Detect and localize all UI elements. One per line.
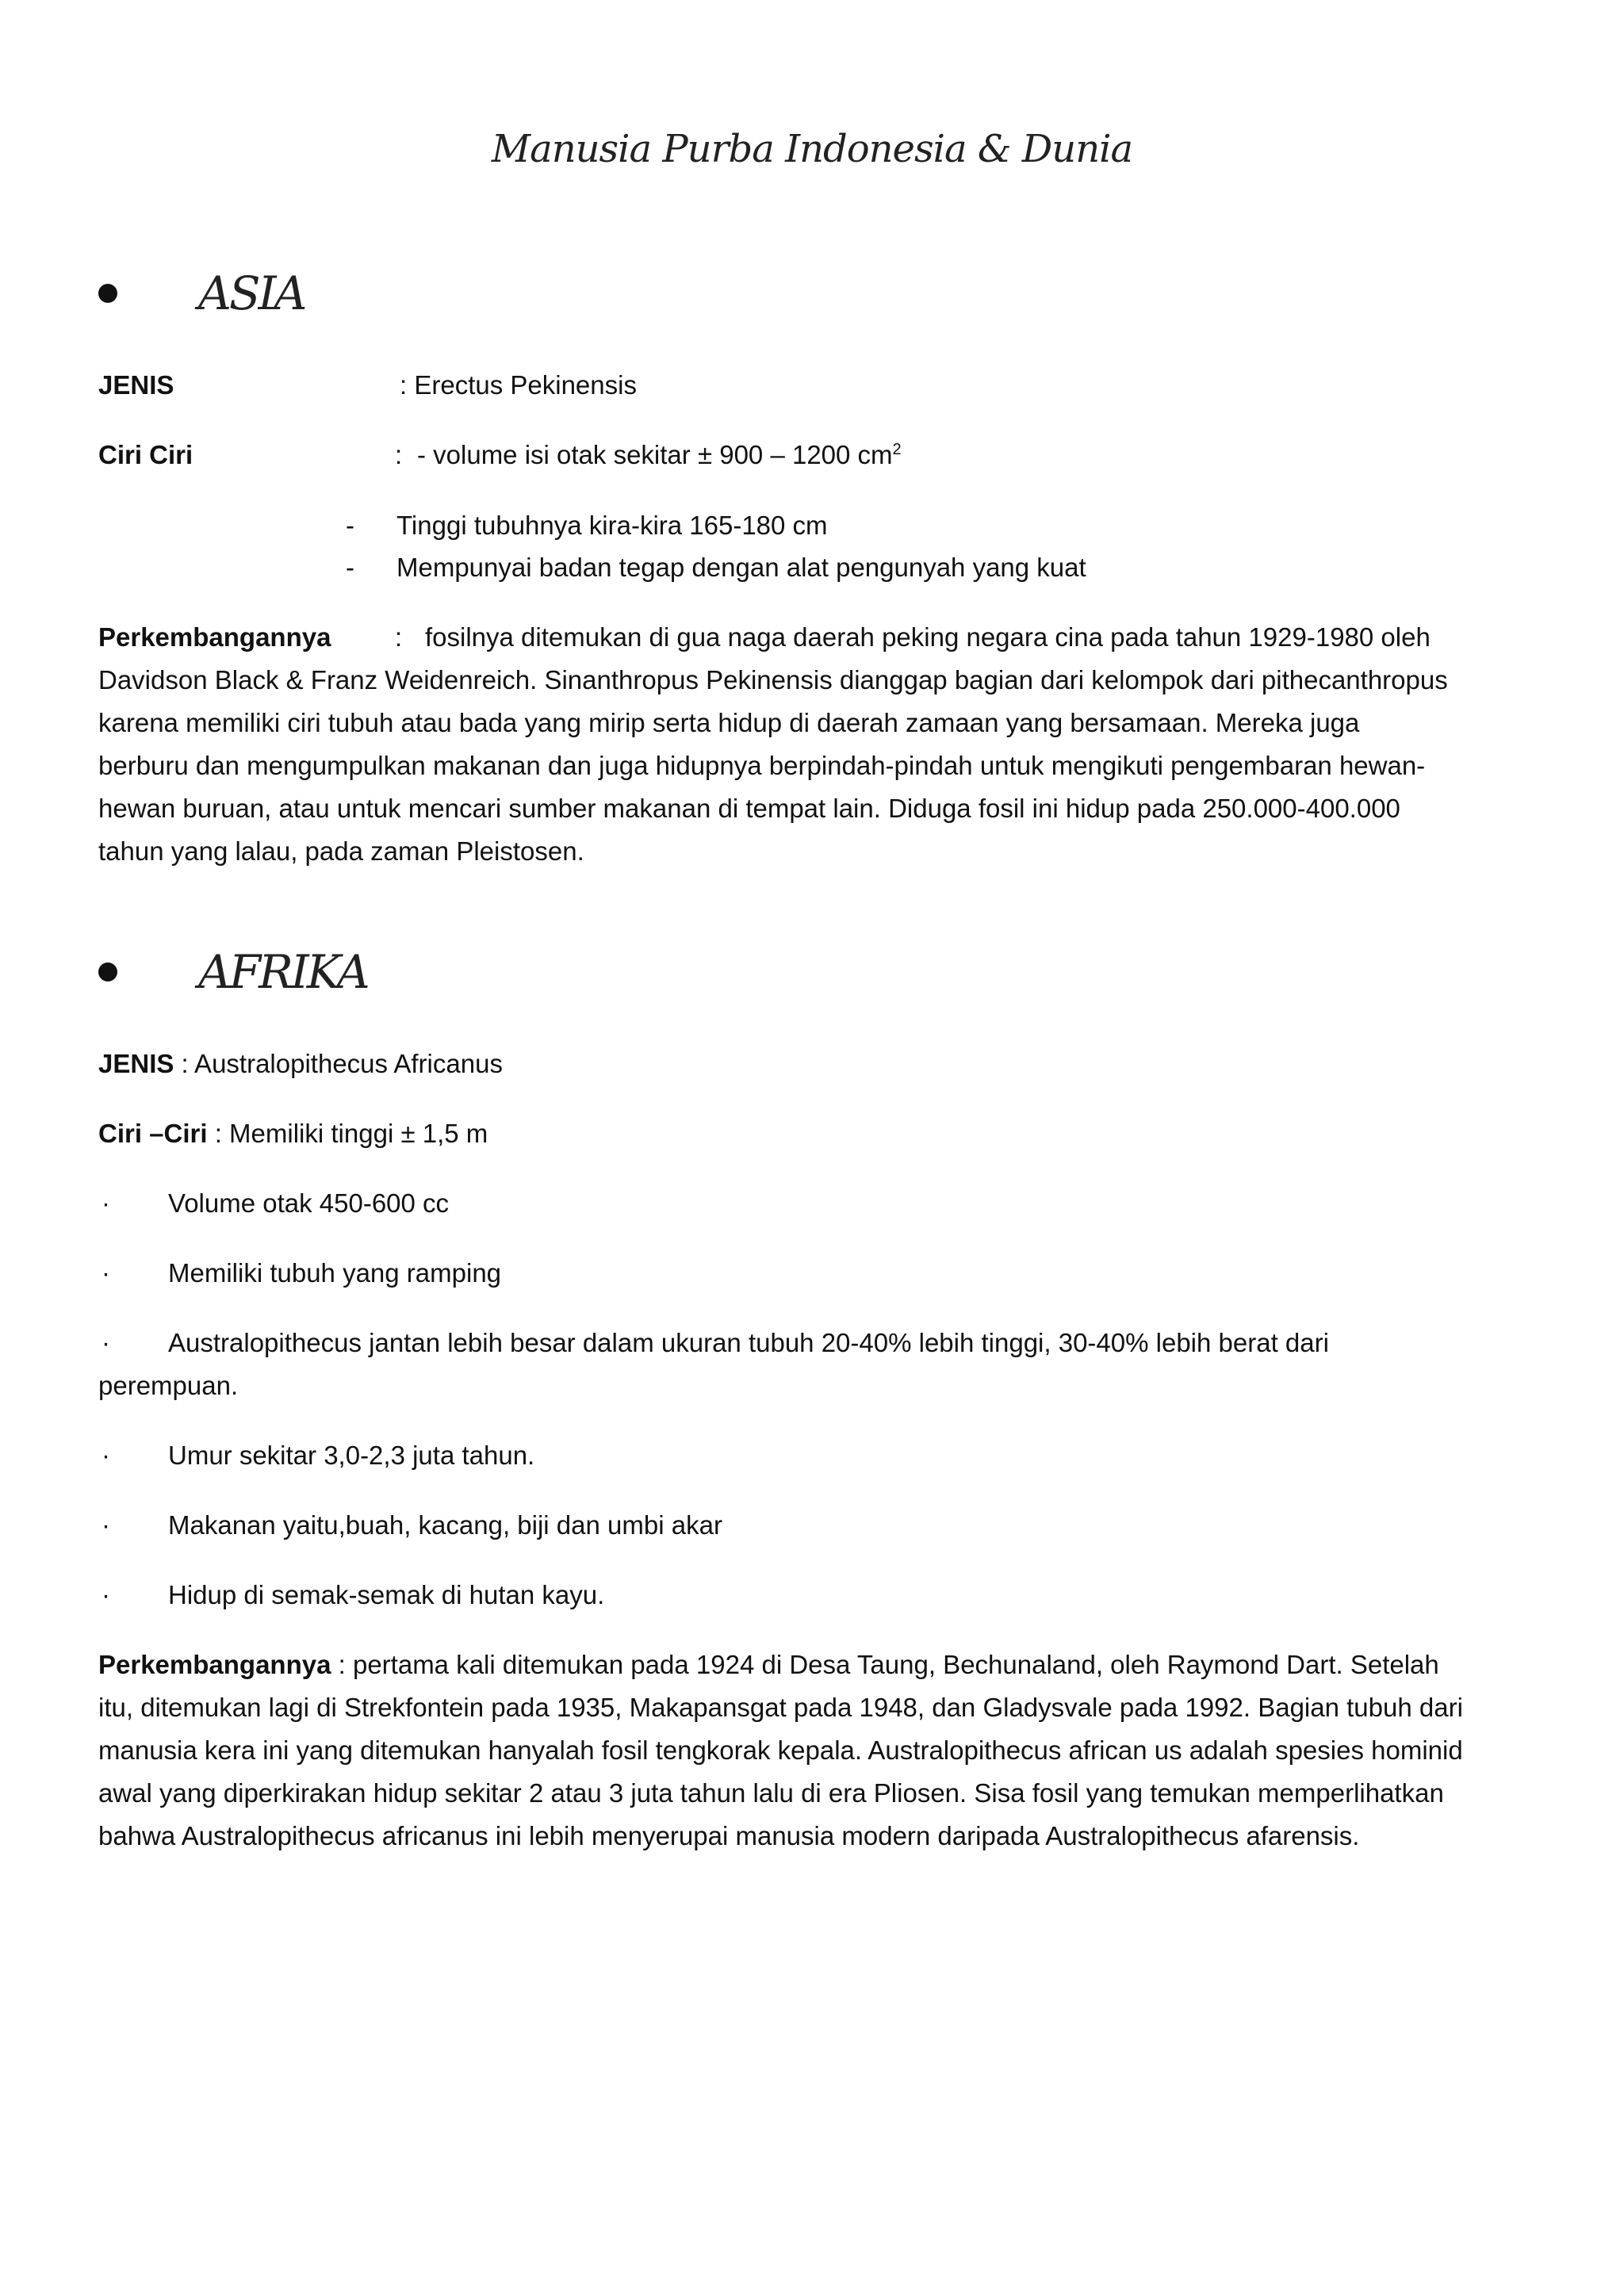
asia-perkembangan-line: fosilnya ditemukan di gua naga daerah peking negara cina pada tahun 1929-1980 oleh [425,622,1431,652]
middle-dot-icon: · [102,1258,110,1288]
afrika-perkembangan-line: bahwa Australopithecus africanus ini lebih menyerupai manusia modern daripada Australopithecus afarensis. [98,1821,1360,1850]
afrika-bullet-item: Hidup di semak-semak di hutan kayu. [168,1580,605,1609]
heading-afrika: AFRIKA [198,945,368,999]
asia-dash-item: Mempunyai badan tegap dengan alat pengunyah yang kuat [396,553,1086,582]
asia-perkembangan-line: karena memiliki ciri tubuh atau bada yang mirip serta hidup di daerah zamaan yang bersamaan. Mereka juga [98,708,1360,737]
afrika-jenis [98,1048,503,1080]
bullet-dot-icon [98,962,117,982]
asia-ciri-sup: 2 [892,441,902,458]
section-heading-afrika [98,940,368,1004]
asia-jenis-value: : Erectus Pekinensis [400,370,637,400]
afrika-bullet-item: Umur sekitar 3,0-2,3 juta tahun. [168,1441,535,1470]
afrika-bullet-item: Australopithecus jantan lebih besar dalam ukuran tubuh 20-40% lebih tinggi, 30-40% lebih berat dari [168,1328,1329,1357]
afrika-perkembangan-first [98,1649,1439,1681]
afrika-perkembangan-line: itu, ditemukan lagi di Strekfontein pada 1935, Makapansgat pada 1948, dan Gladysvale pada 1992. Bagian tubuh dari [98,1693,1463,1722]
middle-dot-icon: · [102,1188,110,1218]
heading-asia: ASIA [198,266,305,320]
asia-perkembangan-line: tahun yang lalau, pada zaman Pleistosen. [98,836,584,866]
afrika-ciri [98,1118,488,1150]
afrika-perkembangan-line: awal yang diperkirakan hidup sekitar 2 atau 3 juta tahun lalu di era Pliosen. Sisa fosil yang temukan memperlihatkan [98,1778,1444,1808]
bullet-dot-icon [98,284,117,303]
afrika-perkembangan-line: manusia kera ini yang ditemukan hanyalah fosil tengkorak kepala. Australopithecus african us adalah spesies hominid [98,1735,1463,1765]
asia-perkembangan-line: berburu dan mengumpulkan makanan dan juga hidupnya berpindah-pindah untuk mengikuti pengembaran hewan- [98,751,1426,780]
asia-perkembangan-line: hewan buruan, atau untuk mencari sumber makanan di tempat lain. Diduga fosil ini hidup pada 250.000-400.000 [98,794,1400,823]
dash-mark: - [346,511,354,540]
afrika-bullet-item: Makanan yaitu,buah, kacang, biji dan umbi akar [168,1510,722,1540]
afrika-perkembangan-label: Perkembangannya [98,1650,331,1679]
dash-mark: - [346,553,354,582]
asia-ciri-label: Ciri Ciri [98,440,193,469]
asia-ciri-first [417,439,902,471]
afrika-jenis-value: : Australopithecus Africanus [174,1049,503,1078]
asia-perkembangan-colon: : [395,622,403,652]
afrika-bullet-continuation: perempuan. [98,1371,239,1400]
asia-ciri-colon: : [395,440,403,469]
section-heading-asia [98,262,304,325]
middle-dot-icon: · [102,1580,110,1609]
document-title: Manusia Purba Indonesia & Dunia [491,127,1133,171]
asia-ciri-first-text: - volume isi otak sekitar ± 900 – 1200 cm [417,440,893,469]
middle-dot-icon: · [102,1510,110,1540]
afrika-bullet-item: Memiliki tubuh yang ramping [168,1258,502,1288]
middle-dot-icon: · [102,1328,110,1357]
asia-dash-item: Tinggi tubuhnya kira-kira 165-180 cm [396,511,828,540]
asia-perkembangan-label: Perkembangannya [98,622,331,652]
afrika-bullet-item: Volume otak 450-600 cc [168,1188,450,1218]
afrika-ciri-value: : Memiliki tinggi ± 1,5 m [207,1119,488,1148]
asia-jenis-label: JENIS [98,370,174,400]
asia-perkembangan-line: Davidson Black & Franz Weidenreich. Sinanthropus Pekinensis dianggap bagian dari kelompok dari pithecanthropus [98,665,1448,695]
afrika-jenis-label: JENIS [98,1049,174,1078]
afrika-ciri-label: Ciri –Ciri [98,1119,208,1148]
middle-dot-icon: · [102,1441,110,1470]
afrika-perkembangan-first-text: : pertama kali ditemukan pada 1924 di Desa Taung, Bechunaland, oleh Raymond Dart. Setelah [331,1650,1439,1679]
